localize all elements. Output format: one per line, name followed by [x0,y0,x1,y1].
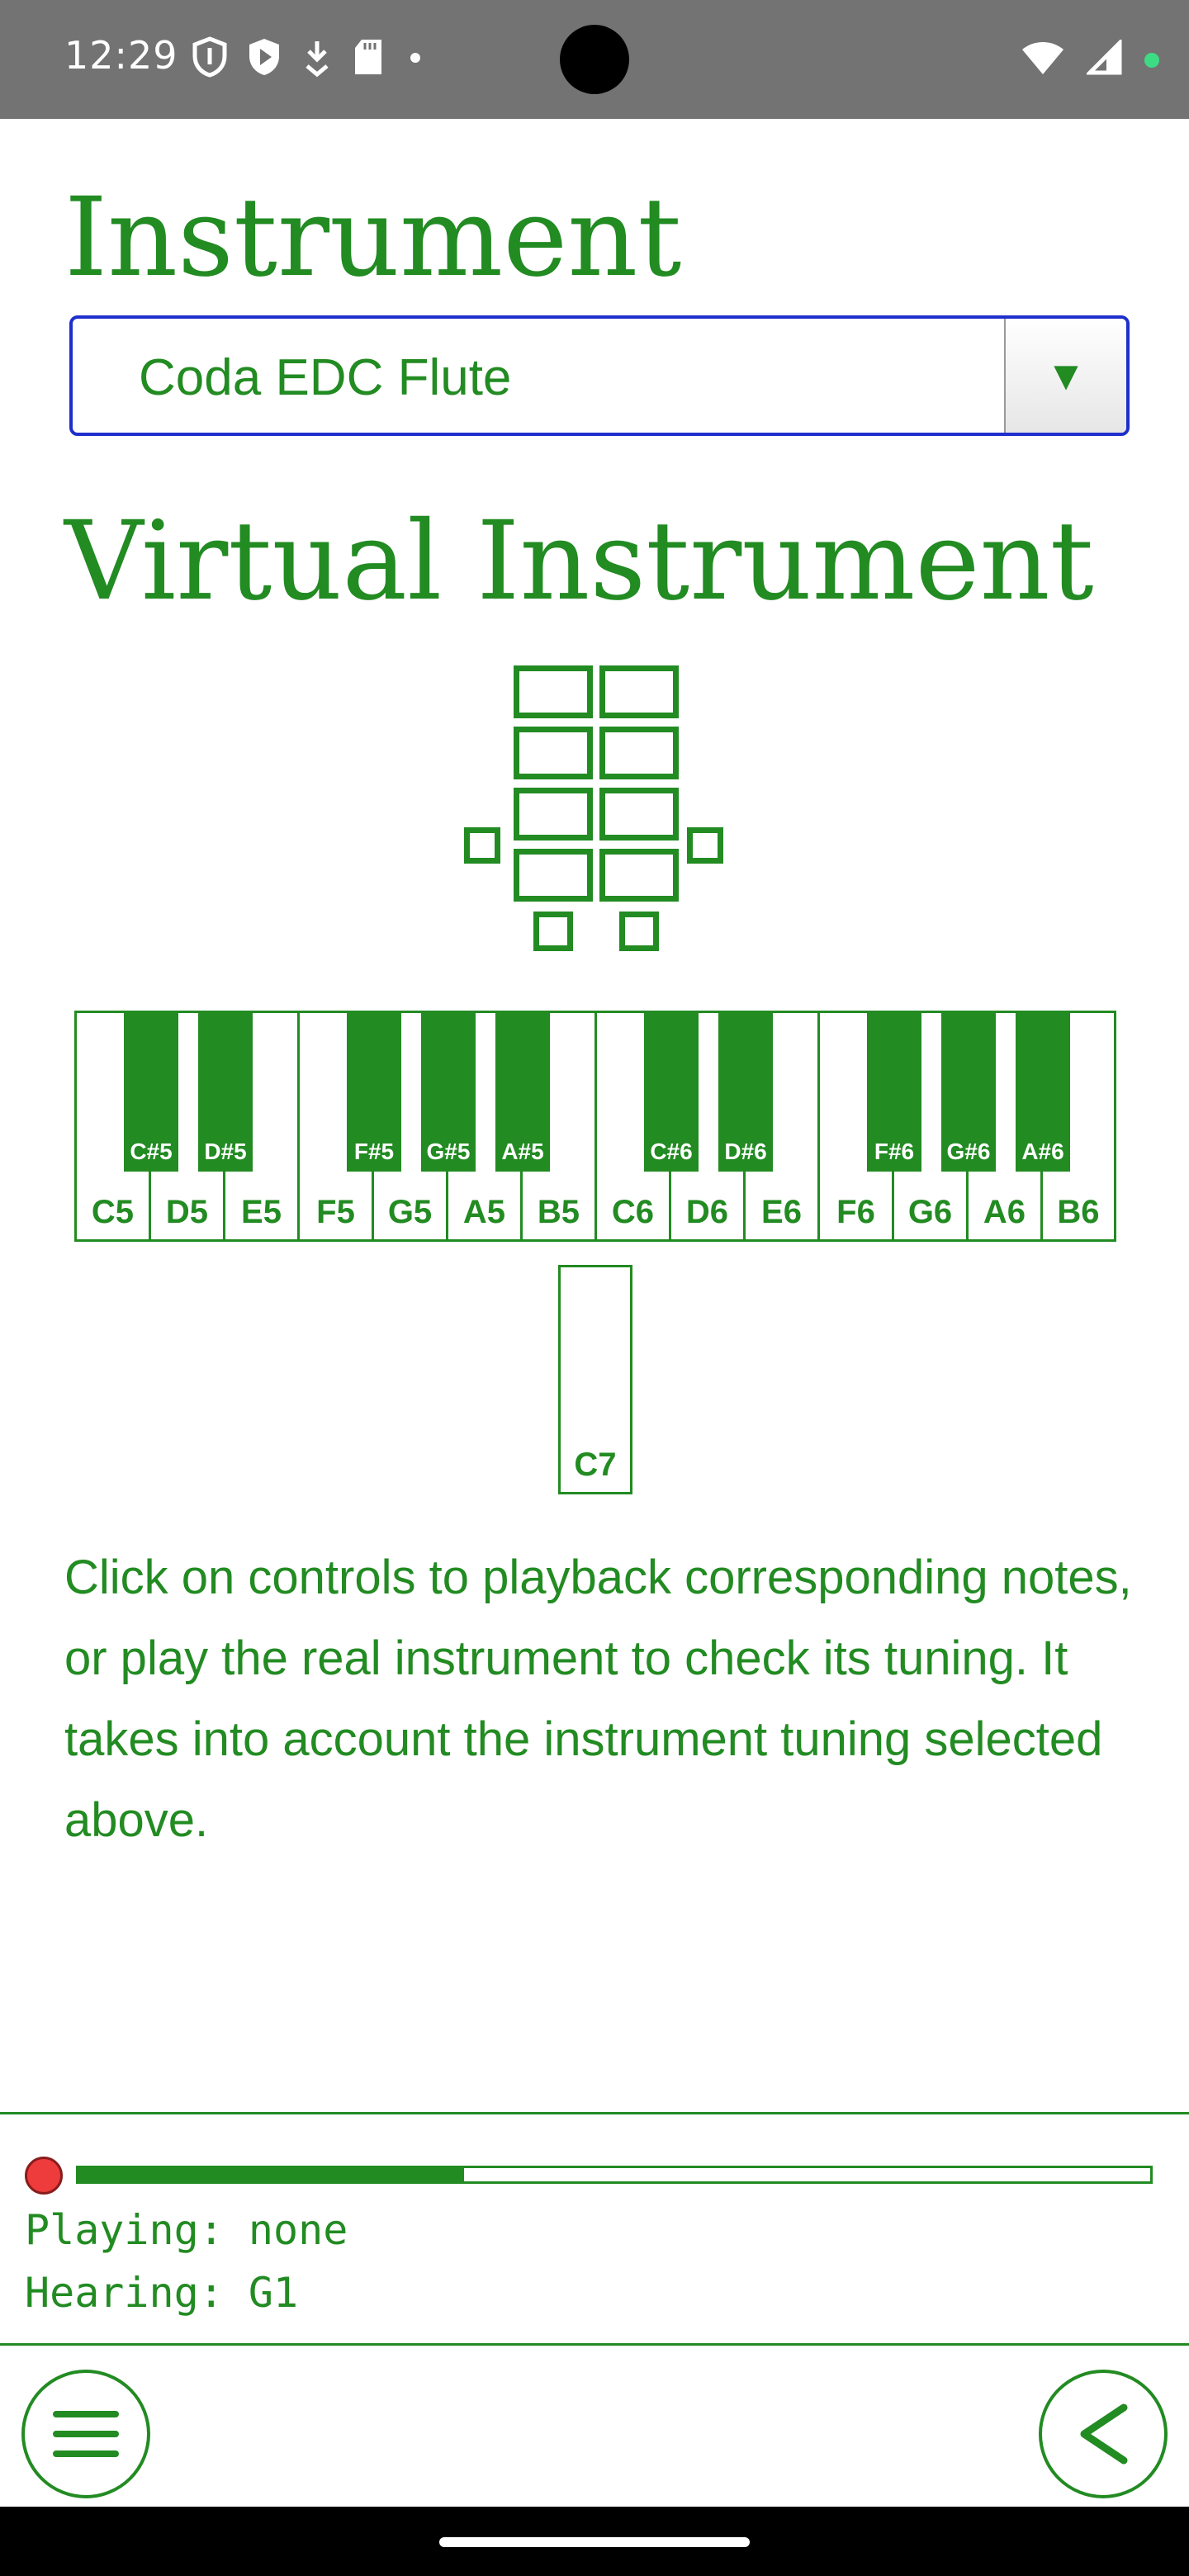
hole-right-2[interactable] [599,727,679,779]
black-key-label: D#5 [204,1139,247,1164]
white-key-label: E6 [761,1194,802,1230]
black-key[interactable] [644,1013,699,1172]
hearing-status: Hearing: G1 [25,2269,299,2317]
triangle-down-icon: ▼ [1045,353,1087,399]
black-key-label: A#6 [1021,1139,1064,1164]
status-bar [0,0,1189,119]
back-button[interactable] [1039,2370,1168,2498]
hole-right-4[interactable] [599,849,679,902]
signal-icon [1087,40,1123,80]
panel-divider-bottom [0,2343,1189,2346]
hole-bottom-left[interactable] [533,912,573,951]
dot-icon [403,36,428,82]
black-key[interactable] [421,1013,476,1172]
black-key-label: G#6 [946,1139,991,1164]
fingering-chart [462,665,735,954]
black-key[interactable] [1016,1013,1070,1172]
black-key[interactable] [941,1013,996,1172]
hole-side-left[interactable] [464,827,500,864]
hole-left-2[interactable] [514,727,593,779]
sd-card-icon [352,36,385,82]
white-key-label: D6 [685,1194,729,1230]
piano-keyboard [74,1011,1116,1242]
hole-left-4[interactable] [514,849,593,902]
level-progress-bar [76,2166,1153,2184]
menu-button[interactable] [21,2370,150,2498]
panel-divider-top [0,2112,1189,2114]
black-key[interactable] [867,1013,921,1172]
hole-right-3[interactable] [599,788,679,841]
level-progress-fill [78,2168,464,2181]
black-key-label: F#5 [353,1139,395,1164]
front-camera [560,25,629,94]
home-gesture-handle[interactable] [439,2537,750,2547]
select-dropdown-button[interactable] [1004,319,1126,433]
black-key-label: F#6 [874,1139,915,1164]
white-key-label: E5 [241,1194,282,1230]
shield-icon [192,36,228,82]
virtual-instrument-heading: Virtual Instrument [64,498,1094,625]
black-key-label: C#6 [650,1139,693,1164]
white-key-label: F5 [316,1194,355,1230]
white-key-label: B6 [1057,1194,1100,1230]
white-key-label: B5 [537,1194,580,1230]
black-key-label: D#6 [724,1139,767,1164]
wifi-icon [1021,40,1065,80]
white-key-label: G6 [907,1194,953,1230]
black-key-label: A#5 [501,1139,544,1164]
instrument-select-value: Coda EDC Flute [139,349,512,406]
black-key[interactable] [718,1013,773,1172]
white-key-label: C7 [574,1447,617,1483]
hole-bottom-right[interactable] [619,912,659,951]
download-icon [301,36,334,82]
status-time: 12:29 [64,33,178,78]
black-key[interactable] [198,1013,253,1172]
status-icons-left [192,36,428,82]
instrument-heading: Instrument [64,174,682,301]
play-protect-icon [246,36,282,82]
black-key[interactable] [347,1013,401,1172]
playing-status: Playing: none [25,2206,348,2254]
white-key-label: G5 [387,1194,433,1230]
black-key-label: C#5 [130,1139,173,1164]
white-key-label: A6 [983,1194,1026,1230]
white-key-label: C6 [611,1194,655,1230]
white-key-label: D5 [165,1194,209,1230]
white-key-c7[interactable] [558,1265,632,1494]
black-key-label: G#5 [426,1139,471,1164]
white-key-label: C5 [91,1194,135,1230]
instructions-text: Click on controls to playback corresponding notes, or play the real instrument to check its tuning. It takes into account the instrument tuning selected above. [64,1551,1132,1847]
hamburger-menu-icon [51,2408,121,2460]
chevron-left-icon [1074,2401,1132,2467]
white-key-label: F6 [836,1194,875,1230]
black-key[interactable] [495,1013,550,1172]
record-indicator [25,2157,63,2195]
hole-left-1[interactable] [514,665,593,718]
privacy-dot-icon [1144,53,1159,68]
hole-left-3[interactable] [514,788,593,841]
white-key-label: A5 [462,1194,506,1230]
black-key[interactable] [124,1013,178,1172]
status-icons-right [1021,40,1159,80]
hole-right-1[interactable] [599,665,679,718]
instrument-select[interactable] [69,315,1130,436]
hole-side-right[interactable] [687,827,723,864]
